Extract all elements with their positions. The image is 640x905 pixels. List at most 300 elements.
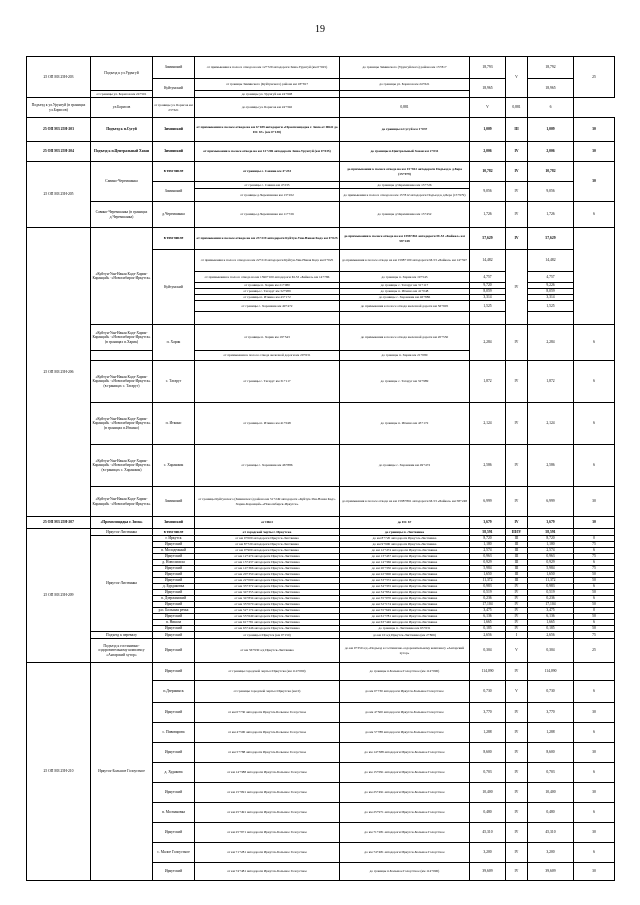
length-total-cell: 8,720 bbox=[528, 536, 574, 542]
category-cell: IV bbox=[506, 228, 528, 250]
right-of-way-cell: 6 bbox=[574, 560, 615, 566]
district-cell: Иркутский bbox=[153, 614, 195, 620]
length-cell: 2,006 bbox=[470, 142, 506, 162]
table-row bbox=[27, 228, 615, 250]
table-row bbox=[27, 142, 615, 162]
category-cell: IV bbox=[506, 663, 528, 681]
segment-end-cell: до км 8+720 автодороги Иркутск-Листвянка bbox=[340, 536, 470, 542]
length-cell: 14,482 bbox=[470, 250, 506, 272]
district-cell: Иркутский bbox=[153, 639, 195, 663]
length-cell: 0,730 bbox=[470, 681, 506, 703]
length-total-cell: 2,574 bbox=[528, 548, 574, 554]
length-total-cell: 1,180 bbox=[528, 542, 574, 548]
district-cell: п. Молчановка bbox=[153, 803, 195, 823]
right-of-way-cell: 30 bbox=[574, 783, 615, 803]
segment-end-cell: до км 0+730 автодороги Иркутск-Большое Голоустное bbox=[340, 681, 470, 703]
table-row bbox=[27, 325, 615, 351]
road-name-cell: «Куйтун-Уян-Наная Кадэ-Харик-Каранцай» -«Новосибирск-Иркутск» (в границах с. Харанжик) bbox=[91, 445, 153, 487]
segment-end-cell: до границы п.Сугуй км 1+037 bbox=[340, 118, 470, 142]
segment-start-cell: от границы с. Харанжик км 49+472 bbox=[195, 301, 340, 312]
segment-end-cell: до км 33+372 автодороги Иркутск-Листвянка bbox=[340, 578, 470, 584]
length-cell: 0,983 bbox=[470, 584, 506, 590]
table-row bbox=[27, 529, 615, 536]
length-cell: 8,059 bbox=[470, 289, 506, 295]
segment-start-cell: от км 56+930 а/д Иркутск-Листвянка bbox=[195, 639, 340, 663]
district-cell: д. Худякова bbox=[153, 763, 195, 783]
length-total-cell: 45,310 bbox=[528, 823, 574, 843]
district-cell: Куйтунский bbox=[153, 79, 195, 98]
segment-start-cell: от границы Куйтунского (Зиминского) района км 51+249 автодороги «Куйтун-Уян-Наная Кадэ-Харик-Каранцай»-«Новосибирск-Иркутск» bbox=[195, 487, 340, 517]
segment-start-cell: от км 25+491 автодороги Иркутск-Большое Голоустное bbox=[195, 803, 340, 823]
segment-end-cell: до границы ул. Урунгуй км 24+908 bbox=[195, 91, 340, 98]
road-name-cell: Подъезд к гостинично-оздоровительному комплексу «Ангарский хутор» bbox=[91, 639, 153, 663]
length-cell: 2,656 bbox=[470, 632, 506, 639]
length-cell: 6,136 bbox=[470, 614, 506, 620]
road-name-cell: Подъезд к перевалу bbox=[91, 632, 153, 639]
segment-start-cell: от границы п. Харик км 19+543 bbox=[195, 325, 340, 351]
category-cell: IV bbox=[506, 584, 528, 590]
segment-end-cell: до границы п. Харик км 21+080 bbox=[340, 351, 470, 361]
segment-start-cell: от км 4+500 автодороги Иркутск-Большое Голоустное bbox=[195, 723, 340, 743]
district-cell: Иркутский bbox=[153, 863, 195, 881]
segment-start-cell: от км 74+481 автодороги Иркутск-Большое Голоустное bbox=[195, 863, 340, 881]
road-name-cell: «Куйтун-Уян-Наная Кадэ-Харик-Каранцай» -«Новосибирск-Иркутск» bbox=[91, 487, 153, 517]
length-total-cell: 14,482 bbox=[528, 250, 574, 272]
segment-start-cell: от км 25+971 автодороги Иркутск-Большое Голоустное bbox=[195, 823, 340, 843]
right-of-way-cell: 50 bbox=[574, 590, 615, 596]
segment-end-cell: до км 74+481 автодороги Иркутск-Большое Голоустное bbox=[340, 843, 470, 863]
segment-end-cell bbox=[340, 312, 470, 325]
category-cell: IV bbox=[506, 602, 528, 608]
length-cell: 57,629 bbox=[470, 228, 506, 250]
segment-start-cell: от км 5+788 автодороги Иркутск-Большое Голоустное bbox=[195, 743, 340, 763]
category-cell: III bbox=[506, 572, 528, 578]
length-total-cell: 9,226 bbox=[528, 283, 574, 289]
district-cell: д. Бурдаковка bbox=[153, 584, 195, 590]
district-cell: в том числе bbox=[153, 529, 195, 536]
category-cell: III bbox=[506, 560, 528, 566]
district-cell: Зиминский bbox=[153, 517, 195, 529]
segment-end-cell: до км 34+355 автодороги Иркутск-Листвянка bbox=[340, 584, 470, 590]
district-cell: Зиминский bbox=[153, 487, 195, 517]
right-of-way-cell: 75 bbox=[574, 632, 615, 639]
right-of-way-cell: 6 bbox=[574, 445, 615, 487]
district-cell: Иркутский bbox=[153, 578, 195, 584]
length-total-cell: 0,519 bbox=[528, 590, 574, 596]
segment-end-cell: до примыкания к полосе отвода железной дороги км 56+905 bbox=[340, 301, 470, 312]
segment-end-cell: до км 15+091 автодороги Иркутск-Большое Голоустное bbox=[340, 763, 470, 783]
length-total-cell: 1,726 bbox=[528, 202, 574, 228]
district-cell: Иркутский bbox=[153, 602, 195, 608]
segment-end-cell: до км 25+491 автодороги Иркутск-Большое Голоустное bbox=[340, 783, 470, 803]
district-cell: Иркутский bbox=[153, 823, 195, 843]
road-code-cell: 25 ОП МЗ 25Н-203 bbox=[27, 57, 91, 98]
table-row bbox=[27, 487, 615, 517]
right-of-way-cell: 30 bbox=[574, 142, 615, 162]
district-cell: Иркутский bbox=[153, 566, 195, 572]
length-cell: 17,104 bbox=[470, 602, 506, 608]
segment-end-cell: до км 13+437 автодороги Иркутск-Листвянка bbox=[340, 554, 470, 560]
right-of-way-cell: 0 bbox=[574, 608, 615, 614]
segment-end-cell: до примыкания к полосе отвода на км 1598+861 автодороги М-53 «Байкал» км 58+248 bbox=[340, 228, 470, 250]
length-total-cell: 2,124 bbox=[528, 403, 574, 445]
segment-start-cell: от км 52+174 автодороги Иркутск-Листвянка bbox=[195, 608, 340, 614]
length-total-cell: 1,872 bbox=[528, 361, 574, 403]
right-of-way-cell: 6 bbox=[574, 596, 615, 602]
length-cell: 11,372 bbox=[470, 578, 506, 584]
table-row bbox=[27, 445, 615, 487]
road-name-cell: Подъезд к ул.Урунгуй bbox=[91, 57, 153, 91]
segment-start-cell: от границы с. Харанжик км 46+886 bbox=[195, 445, 340, 487]
right-of-way-cell: 6 bbox=[574, 361, 615, 403]
district-cell: Иркутский bbox=[153, 554, 195, 560]
segment-end-cell: до км 5+788 автодороги Иркутск-Большое Голоустное bbox=[340, 723, 470, 743]
segment-start-cell: от примыкания к полосе отвода на км 12+729 автодороги Зима-Урунгуй (км 0+025) bbox=[195, 57, 340, 79]
segment-start-cell bbox=[195, 312, 340, 325]
table-row bbox=[27, 403, 615, 445]
length-total-cell: 10,782 bbox=[528, 162, 574, 182]
road-code-cell: 25 ОП МЗ 25Н-207 bbox=[27, 517, 91, 529]
segment-end-cell: до границы с. Харанжик км 46+886 bbox=[340, 295, 470, 301]
length-cell: 1,726 bbox=[470, 202, 506, 228]
district-cell: п.Дзержинск bbox=[153, 681, 195, 703]
road-name-cell: Подъезд к п.Сугуй bbox=[91, 118, 153, 142]
length-cell: 10,400 bbox=[470, 783, 506, 803]
district-cell: п. Харик bbox=[153, 325, 195, 361]
table-row bbox=[27, 162, 615, 182]
length-cell: 5,984 bbox=[470, 566, 506, 572]
segment-start-cell: от примыкания к полосе отвода на км 12+206 автодороги Зима-Урунгуй (км 0+035) bbox=[195, 142, 340, 162]
segment-start-cell: от км 12+474 автодороги Иркутск-Листвянка bbox=[195, 554, 340, 560]
category-cell: V bbox=[506, 57, 528, 98]
district-cell: Зиминский bbox=[153, 142, 195, 162]
segment-end-cell: до границы с. Харанжик км 49+472 bbox=[340, 445, 470, 487]
length-total-cell: 3,770 bbox=[528, 703, 574, 723]
length-cell: 4,757 bbox=[470, 272, 506, 283]
length-total-cell: 0,929 bbox=[528, 560, 574, 566]
segment-start-cell: от км 13+437 автодороги Иркутск-Листвянка bbox=[195, 560, 340, 566]
district-cell: д.Черемшанка bbox=[153, 202, 195, 228]
district-cell: р.п. Большая речка bbox=[153, 608, 195, 614]
district-cell: Иркутский bbox=[153, 663, 195, 681]
segment-start-cell: от км 15+091 автодороги Иркутск-Большое Голоустное bbox=[195, 783, 340, 803]
length-cell: 0,519 bbox=[470, 590, 506, 596]
right-of-way-cell: 6 bbox=[574, 548, 615, 554]
category-cell: V bbox=[470, 98, 506, 118]
category-cell: IV bbox=[506, 250, 528, 325]
right-of-way-cell: 25 bbox=[574, 639, 615, 663]
segment-end-cell: до границы с. Тагаруг км 32+989 bbox=[340, 361, 470, 403]
right-of-way-cell: 6 bbox=[528, 98, 574, 118]
length-cell: 39,609 bbox=[470, 863, 506, 881]
segment-end-cell: до км 63+446 автодороги Иркутск-Листвянка bbox=[340, 620, 470, 626]
segment-start-cell: от границы с. Савина км 4+233 bbox=[195, 182, 340, 189]
length-total-cell: 58,591 bbox=[528, 529, 574, 536]
category-cell: IV bbox=[506, 823, 528, 843]
length-total-cell: 2,586 bbox=[528, 445, 574, 487]
length-cell: 2,574 bbox=[470, 548, 506, 554]
district-cell: Иркутский bbox=[153, 626, 195, 632]
category-cell: IV bbox=[506, 863, 528, 881]
segment-end-cell: до км 12+474 автодороги Иркутск-Листвянка bbox=[340, 548, 470, 554]
length-cell: 3,314 bbox=[470, 295, 506, 301]
road-code-cell: 25 ОП МЗ 25Н-204 bbox=[27, 142, 91, 162]
category-cell: III bbox=[506, 542, 528, 548]
length-total-cell: 6,136 bbox=[528, 614, 574, 620]
category-cell: IV bbox=[506, 608, 528, 614]
category-cell: IV bbox=[506, 202, 528, 228]
category-cell: IV bbox=[506, 843, 528, 863]
segment-end-cell: до примыкания к полосе отвода на км 15+812 автодороги Подъезд к д.Бера (15+979) bbox=[340, 162, 470, 182]
road-code-cell: 25 ОП МЗ 25Н-205 bbox=[27, 162, 91, 228]
district-cell: с. Малое Голоустное bbox=[153, 843, 195, 863]
table-row bbox=[27, 517, 615, 529]
length-cell: 58,591 bbox=[470, 529, 506, 536]
length-total-cell: 9,056 bbox=[528, 182, 574, 202]
right-of-way-cell: 6 bbox=[574, 584, 615, 590]
category-cell: III bbox=[506, 554, 528, 560]
segment-start-cell: от границы городской черты г.Иркутска (км 0) bbox=[195, 681, 340, 703]
segment-end-cell: до границы ул. Борисов км 24+621 bbox=[340, 79, 470, 91]
segment-start-cell: от примыкания к полосе отвода железной дороги км 20+631 bbox=[195, 351, 340, 361]
category-cell: IV bbox=[506, 763, 528, 783]
table-row bbox=[27, 361, 615, 403]
segment-start-cell: от примыкания к полосе отвода на км 1590+100 автодороги М-53 «Байкал» км 14+786 bbox=[195, 272, 340, 283]
segment-start-cell: от км 34+355 автодороги Иркутск-Листвянка bbox=[195, 590, 340, 596]
right-of-way-cell: 30 bbox=[574, 162, 615, 202]
district-cell: Иркутский bbox=[153, 542, 195, 548]
segment-end-cell: до км 0+350 а/д «Подъезд к гостинично-оздоровительному комплексу «Ангарский хутор» bbox=[340, 639, 470, 663]
length-cell: 0,304 bbox=[470, 639, 506, 663]
right-of-way-cell: 6 bbox=[574, 202, 615, 228]
table-row bbox=[27, 639, 615, 663]
table-row bbox=[27, 118, 615, 142]
category-cell: III bbox=[506, 536, 528, 542]
length-cell: 10,782 bbox=[470, 162, 506, 182]
segment-end-cell: до границы ул. Борисов км 24+392 bbox=[195, 98, 340, 118]
segment-start-cell: от км 55+649 автодороги Иркутск-Листвянка bbox=[195, 614, 340, 620]
category-cell: IV bbox=[506, 614, 528, 620]
length-total-cell: 3,475 bbox=[528, 608, 574, 614]
category-cell: IV bbox=[506, 162, 528, 182]
length-cell: 3,770 bbox=[470, 703, 506, 723]
road-name-cell: Иркутск-Листвянка bbox=[91, 529, 153, 536]
segment-start-cell: от границы с. Савина км 4+233 bbox=[195, 162, 340, 182]
length-total-cell: 3,679 bbox=[528, 517, 574, 529]
district-cell: п. Молодежный bbox=[153, 548, 195, 554]
length-cell: 6,999 bbox=[470, 487, 506, 517]
segment-end-cell: до км 55+649 автодороги Иркутск-Листвянка bbox=[340, 608, 470, 614]
category-cell: III/IV bbox=[506, 529, 528, 536]
segment-start-cell: от границы п. Иткино км 43+172 bbox=[195, 295, 340, 301]
segment-start-cell: от км 9+900 автодороги Иркутск-Листвянка bbox=[195, 548, 340, 554]
length-total-cell: 0,983 bbox=[528, 584, 574, 590]
length-total-cell: 2,006 bbox=[528, 142, 574, 162]
length-cell: 1,288 bbox=[470, 723, 506, 743]
category-cell: IV bbox=[506, 361, 528, 403]
length-total-cell: 1,009 bbox=[528, 118, 574, 142]
district-cell: п. Дзержинский bbox=[153, 596, 195, 602]
segment-start-cell: от км 0+730 автодороги Иркутск-Большое Голоустное bbox=[195, 703, 340, 723]
category-cell: IV bbox=[506, 626, 528, 632]
segment-start-cell: от границы г.Иркутск (км 0+150) bbox=[195, 632, 340, 639]
road-code-cell: 25 ОП МЗ 25Н-203 bbox=[27, 118, 91, 142]
segment-start-cell: от границы д.Черемшанка км 13+452 bbox=[195, 189, 340, 202]
segment-start-cell: от границы с. Тагаруг км 32+989 bbox=[195, 289, 340, 295]
segment-start-cell: от км 71+281 автодороги Иркутск-Большое Голоустное bbox=[195, 843, 340, 863]
right-of-way-cell: 75 bbox=[574, 554, 615, 560]
category-cell: IV bbox=[506, 445, 528, 487]
length-cell: 9,056 bbox=[470, 182, 506, 202]
segment-end-cell: до км 4+500 автодороги Иркутск-Большое Голоустное bbox=[340, 703, 470, 723]
segment-end-cell: до км 25+971 автодороги Иркутск-Большое Голоустное bbox=[340, 803, 470, 823]
length-cell: 8,600 bbox=[470, 743, 506, 763]
length-total-cell: 1,525 bbox=[528, 301, 574, 312]
district-cell: Зиминский bbox=[153, 57, 195, 79]
length-total-cell: 0,881 bbox=[506, 98, 528, 118]
road-name-cell: Иркутск-Листвянка bbox=[91, 536, 153, 632]
length-cell: 1,180 bbox=[470, 542, 506, 548]
segment-end-cell: до границы п. Харик км 19+543 bbox=[340, 272, 470, 283]
length-cell: 2,586 bbox=[470, 445, 506, 487]
district-cell: с. Тагаруг bbox=[153, 361, 195, 403]
length-cell bbox=[470, 312, 506, 325]
district-cell: в том числе bbox=[153, 162, 195, 182]
segment-end-cell: до границы д.Черемшанка км 13+452 bbox=[340, 202, 470, 228]
length-total-cell: 11,372 bbox=[528, 578, 574, 584]
segment-end-cell: до км 14+388 автодороги Иркутск-Большое Голоустное bbox=[340, 743, 470, 763]
right-of-way-cell: 50 bbox=[574, 626, 615, 632]
road-register-table bbox=[26, 56, 615, 881]
district-cell: Зиминский bbox=[153, 118, 195, 142]
district-cell: г. Иркутск bbox=[153, 536, 195, 542]
length-cell: 0,480 bbox=[470, 803, 506, 823]
segment-start-cell: от примыкания к полосе отвода на км 23+219 автодороги Куйтун-Уян-Наная Кадэ км 0+025 bbox=[195, 228, 340, 250]
table-row bbox=[27, 98, 615, 118]
segment-end-cell: до км 34+834 автодороги Иркутск-Листвянка bbox=[340, 590, 470, 596]
length-total-cell: 17,104 bbox=[528, 602, 574, 608]
category-cell: IV bbox=[506, 590, 528, 596]
length-cell: 1,009 bbox=[470, 118, 506, 142]
segment-end-cell: до границы п.Большое Голоустное (км 114+090) bbox=[340, 663, 470, 681]
segment-start-cell: от ПКО bbox=[195, 517, 340, 529]
category-cell: IV bbox=[506, 517, 528, 529]
right-of-way-cell: 50 bbox=[574, 602, 615, 608]
length-cell: 3,475 bbox=[470, 608, 506, 614]
length-total-cell: 18,792 bbox=[528, 57, 574, 79]
length-total-cell: 2,656 bbox=[528, 632, 574, 639]
length-cell: 2,124 bbox=[470, 403, 506, 445]
length-cell: 114,090 bbox=[470, 663, 506, 681]
segment-start-cell: от км 61+781 автодороги Иркутск-Листвянка bbox=[195, 620, 340, 626]
length-total-cell: 0,185 bbox=[528, 626, 574, 632]
road-name-cell: «Промплощадка г. Зима» bbox=[91, 517, 153, 529]
segment-end-cell: до границы п. Листвянка км 63+631 bbox=[340, 626, 470, 632]
road-name-cell: «Куйтун-Уян-Наная Кадэ-Харик-Каранцай» -«Новосибирск-Иркутск» (в границах с. Тагаруг) bbox=[91, 361, 153, 403]
road-name-cell: Подъезд к ул.Урунгуй (в границах ул.Борисов) bbox=[27, 98, 91, 118]
segment-start-cell: от границы городской черты г.Иркутска (км 114+090) bbox=[195, 663, 340, 681]
right-of-way-cell bbox=[574, 663, 615, 681]
category-cell: V bbox=[506, 639, 528, 663]
right-of-way-cell: 30 bbox=[574, 118, 615, 142]
category-cell: IV bbox=[506, 803, 528, 823]
category-cell: III bbox=[506, 548, 528, 554]
segment-end-cell: до границы д.Черемшанка км 13+726 bbox=[340, 182, 470, 189]
length-cell: 0,703 bbox=[470, 763, 506, 783]
length-total-cell: 57,629 bbox=[528, 228, 574, 250]
length-cell: 1,665 bbox=[470, 620, 506, 626]
length-total-cell: 18,965 bbox=[528, 79, 574, 98]
right-of-way-cell: 75 bbox=[574, 566, 615, 572]
length-total-cell: 5,984 bbox=[528, 566, 574, 572]
district-cell: с. Пивоварова bbox=[153, 723, 195, 743]
length-cell: 0,963 bbox=[470, 554, 506, 560]
table-row bbox=[27, 663, 615, 681]
district-cell: Куйтунский bbox=[153, 250, 195, 325]
length-total-cell: 0,480 bbox=[528, 803, 574, 823]
segment-end-cell: до границы Зиминского (Урунгуйского) района км 15+817 bbox=[340, 57, 470, 79]
length-total-cell: 4,757 bbox=[528, 272, 574, 283]
length-cell: 45,310 bbox=[470, 823, 506, 843]
length-cell: 0,236 bbox=[470, 596, 506, 602]
right-of-way-cell: 6 bbox=[574, 843, 615, 863]
segment-end-cell: до примыкания к полосе отвода на км 1598+861 автодороги М-53 «Байкал» км 58+248 bbox=[340, 487, 470, 517]
segment-end-cell: до границы с. Тагаруг км 31+117 bbox=[340, 283, 470, 289]
length-cell: 2,284 bbox=[470, 325, 506, 361]
length-cell: 0,185 bbox=[470, 626, 506, 632]
segment-start-cell: от км 14+366 автодороги Иркутск-Листвянка bbox=[195, 566, 340, 572]
category-cell: V bbox=[506, 681, 528, 703]
right-of-way-cell: 6 bbox=[574, 723, 615, 743]
length-total-cell: 0,963 bbox=[528, 554, 574, 560]
table-row bbox=[27, 632, 615, 639]
length-total-cell: 10,400 bbox=[528, 783, 574, 803]
length-total-cell: 0,730 bbox=[528, 681, 574, 703]
table-row bbox=[27, 57, 615, 79]
category-cell: IV bbox=[506, 325, 528, 361]
length-total-cell: 8,059 bbox=[528, 289, 574, 295]
segment-end-cell: до км 35+070 автодороги Иркутск-Листвянка bbox=[340, 596, 470, 602]
category-cell: IV bbox=[506, 403, 528, 445]
length-cell: 1,650 bbox=[470, 572, 506, 578]
right-of-way-cell: 6 bbox=[574, 620, 615, 626]
right-of-way-cell bbox=[574, 228, 615, 325]
length-cell: 3,200 bbox=[470, 843, 506, 863]
category-cell: IV bbox=[506, 783, 528, 803]
segment-end-cell: до границы п. Иткино км 43+172 bbox=[340, 403, 470, 445]
segment-start-cell: от км 14+388 автодороги Иркутск-Большое Голоустное bbox=[195, 763, 340, 783]
district-cell: Иркутский bbox=[153, 783, 195, 803]
segment-start-cell: от км 33+372 автодороги Иркутск-Листвянка bbox=[195, 584, 340, 590]
right-of-way-cell: 0 bbox=[574, 536, 615, 542]
right-of-way-cell: 30 bbox=[574, 743, 615, 763]
segment-end-cell: до км 71+281 автодороги Иркутск-Большое Голоустное bbox=[340, 823, 470, 843]
district-cell: Иркутский bbox=[153, 743, 195, 763]
right-of-way-cell: 25 bbox=[574, 57, 615, 98]
segment-start-cell: от примыкания к полосе отвода на км 22+219 автодороги Куйтун-Уян-Наная Кадэ км 0+025 bbox=[195, 250, 340, 272]
right-of-way-cell: 50 bbox=[574, 572, 615, 578]
segment-end-cell: до границы п. Листвянка bbox=[340, 529, 470, 536]
segment-end-cell: до примыкания к полосе отвода на км 15+812 автодороги Подъезд к д.Бера (15+979) bbox=[340, 189, 470, 202]
segment-end-cell: до км 22+000 автодороги Иркутск-Листвянка bbox=[340, 572, 470, 578]
category-cell: III bbox=[506, 566, 528, 572]
length-total-cell: 2,284 bbox=[528, 325, 574, 361]
district-cell: ул.Борисов bbox=[91, 98, 153, 118]
right-of-way-cell: 6 bbox=[574, 403, 615, 445]
district-cell: д. Новолисиха bbox=[153, 560, 195, 566]
category-cell: IV bbox=[506, 703, 528, 723]
district-cell: Иркутский bbox=[153, 703, 195, 723]
